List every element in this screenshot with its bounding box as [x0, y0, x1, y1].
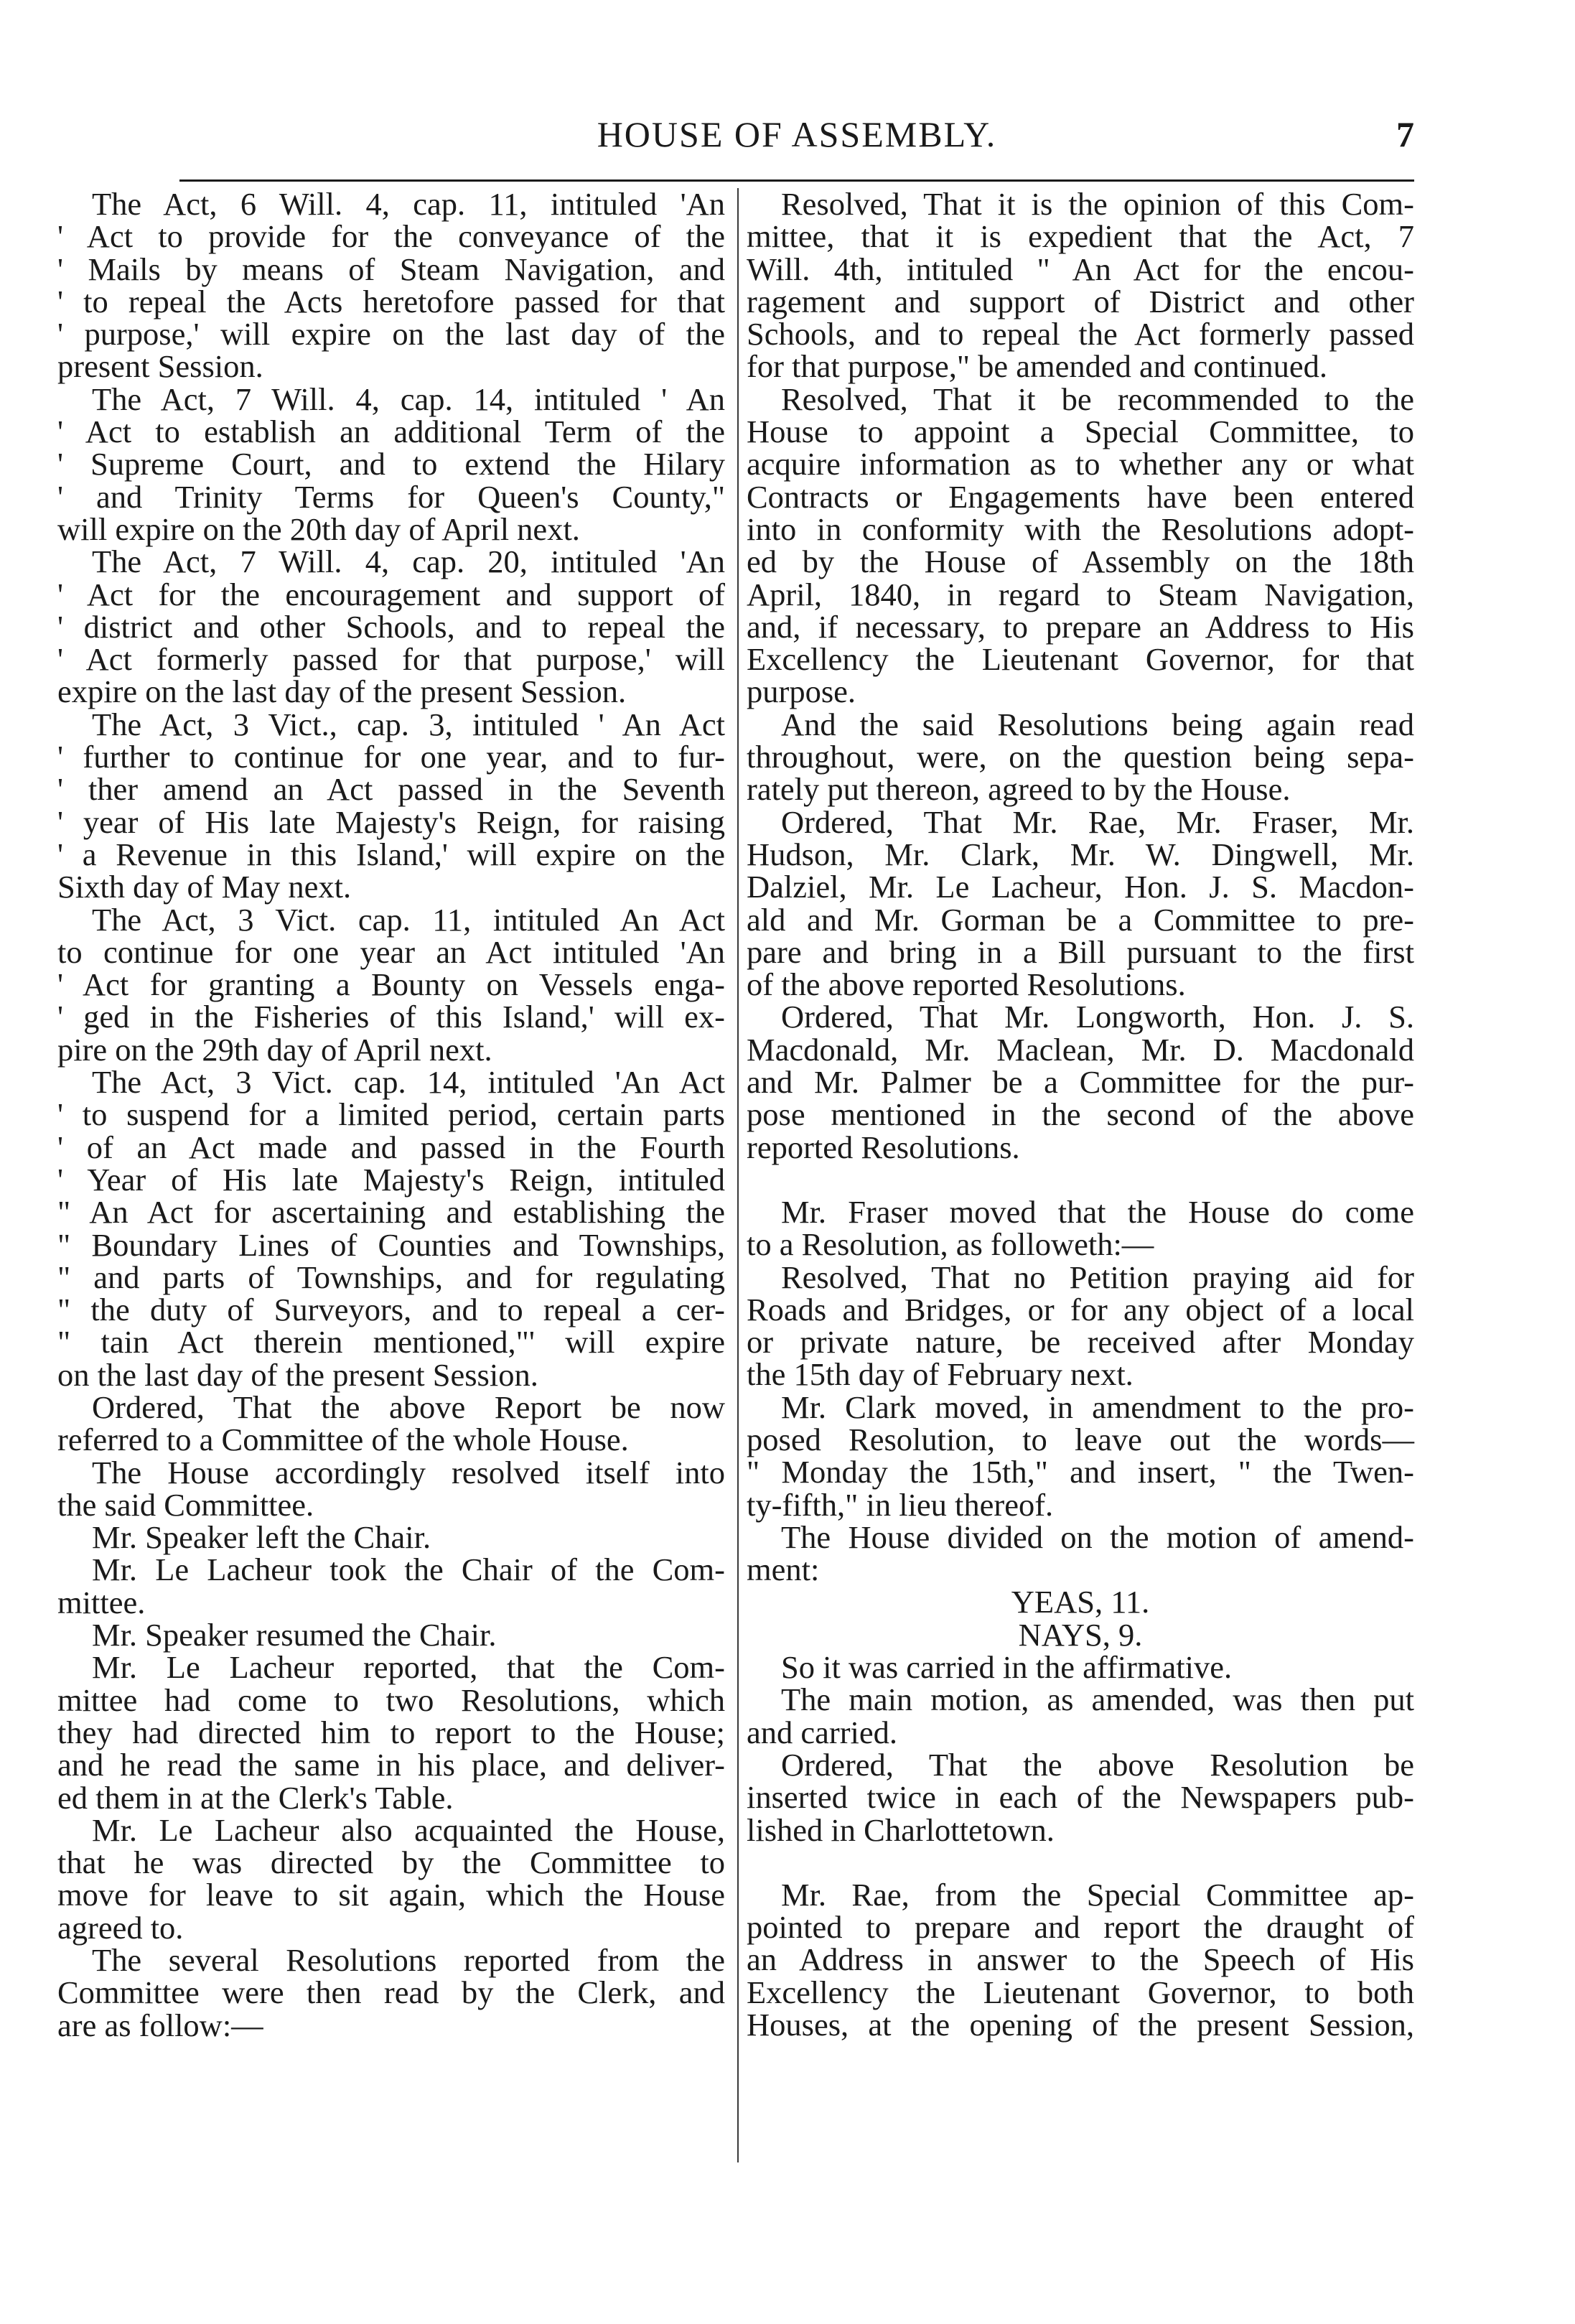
text-line: mittee, that it is expedient that the Act, 7	[747, 218, 1414, 255]
text-line: posed Resolution, to leave out the words—	[747, 1421, 1414, 1457]
text-line: to a Resolution, as followeth:—	[747, 1226, 1154, 1263]
right-column	[747, 188, 1414, 2041]
paragraph	[57, 1391, 725, 1457]
text-line: Committee were then read by the Clerk, and	[57, 1974, 725, 2011]
text-line: ment:	[747, 1551, 820, 1588]
text-line: ty-fifth," in lieu thereof.	[747, 1486, 1054, 1523]
paragraph	[57, 1454, 725, 1523]
text-line: of the above reported Resolutions.	[747, 966, 1186, 1003]
text-line: into in conformity with the Resolutions adopt-	[747, 510, 1414, 547]
text-line: April, 1840, in regard to Steam Navigation,	[747, 576, 1414, 612]
text-line: present Session.	[57, 348, 263, 385]
text-line: purpose.	[747, 673, 856, 710]
paragraph	[57, 1811, 725, 1946]
text-line: The Act, 3 Vict. cap. 11, intituled An Act	[92, 901, 725, 938]
paragraph	[57, 1551, 725, 1620]
text-line: Resolved, That no Petition praying aid for	[781, 1259, 1414, 1295]
text-line: are as follow:—	[57, 2007, 263, 2043]
paragraph	[57, 1619, 725, 1651]
text-line: or private nature, be received after Monday	[747, 1324, 1414, 1361]
text-line: Ordered, That the above Resolution be	[781, 1746, 1414, 1783]
text-line: House to appoint a Special Committee, to	[747, 414, 1414, 450]
text-line: ' year of His late Majesty's Reign, for raising	[57, 803, 725, 840]
text-line: " the duty of Surveyors, and to repeal a cer-	[57, 1292, 725, 1328]
text-line: pose mentioned in the second of the above	[747, 1096, 1414, 1133]
paragraph	[747, 706, 1414, 808]
text-line: pointed to prepare and report the draught of	[747, 1909, 1414, 1946]
paragraph	[57, 1066, 725, 1391]
left-column	[57, 188, 725, 2042]
paragraph	[57, 706, 725, 905]
text-line: an Address in answer to the Speech of His	[747, 1941, 1414, 1978]
text-line: Will. 4th, intituled " An Act for the encou-	[747, 251, 1414, 287]
paragraph	[57, 1651, 725, 1814]
paragraph	[747, 1001, 1414, 1163]
text-line: Mr. Le Lacheur also acquainted the House,	[92, 1811, 725, 1848]
paragraph	[747, 1616, 1414, 1653]
text-line: for that purpose," be amended and continued.	[747, 348, 1328, 385]
text-line: ald and Mr. Gorman be a Committee to pre-	[747, 901, 1414, 938]
paragraph	[57, 543, 725, 710]
text-line: NAYS, 9.	[1018, 1616, 1143, 1653]
text-line: ' of an Act made and passed in the Fourth	[57, 1129, 725, 1165]
text-line: " An Act for ascertaining and establishing the	[57, 1194, 725, 1231]
text-line: Schools, and to repeal the Act formerly passed	[747, 316, 1414, 353]
text-line: to continue for one year an Act intituled 'An	[57, 933, 725, 970]
text-line: ed them in at the Clerk's Table.	[57, 1779, 454, 1816]
text-line: agreed to.	[57, 1909, 184, 1946]
text-line: Ordered, That the above Report be now	[92, 1389, 725, 1425]
text-line: ' Act for granting a Bounty on Vessels enga-	[57, 966, 725, 1003]
paragraph	[57, 188, 725, 383]
text-line: Excellency the Lieutenant Governor, to both	[747, 1974, 1414, 2010]
paragraph	[747, 383, 1414, 709]
text-line: Dalziel, Mr. Le Lacheur, Hon. J. S. Macdon-	[747, 869, 1414, 905]
text-line: Contracts or Engagements have been entered	[747, 478, 1414, 515]
text-line: Roads and Bridges, or for any object of a local	[747, 1291, 1414, 1327]
text-line: Mr. Clark moved, in amendment to the pro-	[781, 1389, 1414, 1425]
paragraph-gap	[747, 1164, 1414, 1196]
text-line: Sixth day of May next.	[57, 869, 352, 905]
text-line: Mr. Le Lacheur took the Chair of the Com-	[92, 1551, 725, 1588]
text-line: " Monday the 15th," and insert, " the Twen-	[747, 1454, 1414, 1490]
text-line: Excellency the Lieutenant Governor, for that	[747, 641, 1414, 678]
text-line: The Act, 6 Will. 4, cap. 11, intituled 'An	[92, 186, 725, 222]
paragraph	[747, 803, 1414, 1003]
paragraph	[747, 1518, 1414, 1588]
text-line: Mr. Speaker left the Chair.	[92, 1519, 431, 1556]
column-divider	[737, 188, 739, 2162]
text-line: The House divided on the motion of amend-	[781, 1518, 1414, 1555]
paragraph-gap	[747, 1847, 1414, 1879]
paragraph	[747, 1651, 1414, 1684]
text-line: ' Act formerly passed for that purpose,' will	[57, 641, 725, 678]
text-line: ' Mails by means of Steam Navigation, and	[57, 251, 725, 287]
text-line: pare and bring in a Bill pursuant to the first	[747, 933, 1414, 970]
text-line: ' Year of His late Majesty's Reign, intituled	[57, 1161, 725, 1198]
text-line: expire on the last day of the present Session.	[57, 673, 627, 710]
paragraph	[747, 1746, 1414, 1848]
text-line: Resolved, That it be recommended to the	[781, 381, 1414, 417]
text-line: ' Act for the encouragement and support of	[57, 576, 725, 612]
text-line: The main motion, as amended, was then put	[781, 1681, 1414, 1718]
text-line: rately put thereon, agreed to by the House.	[747, 771, 1291, 808]
text-line: throughout, were, on the question being sepa-	[747, 739, 1414, 775]
text-line: Mr. Rae, from the Special Committee ap-	[781, 1876, 1414, 1913]
text-line: ' district and other Schools, and to repeal the	[57, 608, 725, 645]
text-line: So it was carried in the affirmative.	[781, 1649, 1233, 1686]
paragraph	[747, 1193, 1414, 1263]
text-line: the said Committee.	[57, 1486, 314, 1523]
text-line: The several Resolutions reported from the	[92, 1942, 725, 1979]
paragraph	[747, 1681, 1414, 1750]
page-number: 7	[1396, 114, 1414, 154]
text-line: and he read the same in his place, and deliver-	[57, 1747, 725, 1783]
paragraph	[747, 1391, 1414, 1521]
header-rule	[179, 179, 1414, 182]
paragraph	[747, 1876, 1414, 2043]
paragraph	[747, 1261, 1414, 1391]
text-line: and carried.	[747, 1714, 898, 1750]
text-line: ' Act to provide for the conveyance of the	[57, 218, 725, 255]
text-line: pire on the 29th day of April next.	[57, 1031, 492, 1068]
text-line: " Boundary Lines of Counties and Townships,	[57, 1226, 725, 1263]
text-line: inserted twice in each of the Newspapers pub-	[747, 1779, 1414, 1816]
paragraph	[57, 1521, 725, 1554]
text-line: the 15th day of February next.	[747, 1356, 1134, 1393]
text-line: Mr. Le Lacheur reported, that the Com-	[92, 1649, 725, 1686]
text-line: on the last day of the present Session.	[57, 1356, 538, 1393]
paragraph	[57, 1944, 725, 2042]
text-line: they had directed him to report to the House;	[57, 1714, 725, 1750]
text-line: " and parts of Townships, and for regulating	[57, 1259, 725, 1295]
text-line: The Act, 7 Will. 4, cap. 20, intituled 'An	[92, 543, 725, 580]
text-line: The Act, 3 Vict. cap. 14, intituled 'An Act	[92, 1064, 725, 1101]
text-line: Ordered, That Mr. Longworth, Hon. J. S.	[781, 999, 1414, 1035]
text-line: reported Resolutions.	[747, 1129, 1020, 1165]
text-line: ed by the House of Assembly on the 18th	[747, 543, 1414, 580]
paragraph	[57, 901, 725, 1068]
text-line: mittee had come to two Resolutions, which	[57, 1681, 725, 1718]
text-line: The Act, 3 Vict., cap. 3, intituled ' An Act	[92, 706, 725, 742]
text-line: Mr. Fraser moved that the House do come	[781, 1193, 1414, 1230]
text-line: ' Act to establish an additional Term of the	[57, 414, 725, 450]
text-line: Mr. Speaker resumed the Chair.	[92, 1617, 497, 1653]
text-line: will expire on the 20th day of April next.	[57, 510, 580, 547]
text-line: ' a Revenue in this Island,' will expire on the	[57, 836, 725, 872]
text-line: mittee.	[57, 1584, 146, 1620]
text-line: referred to a Committee of the whole House.	[57, 1422, 629, 1458]
text-line: Houses, at the opening of the present Session,	[747, 2007, 1414, 2043]
text-line: Hudson, Mr. Clark, Mr. W. Dingwell, Mr.	[747, 836, 1414, 872]
text-line: And the said Resolutions being again read	[781, 706, 1414, 742]
text-line: ' further to continue for one year, and to fur-	[57, 739, 725, 775]
text-line: ' ged in the Fisheries of this Island,' will ex-	[57, 999, 725, 1035]
text-line: acquire information as to whether any or what	[747, 446, 1414, 482]
text-line: Resolved, That it is the opinion of this Com-	[781, 186, 1414, 222]
text-line: ' Supreme Court, and to extend the Hilary	[57, 446, 725, 482]
text-line: ' to suspend for a limited period, certain parts	[57, 1096, 725, 1133]
paragraph	[57, 383, 725, 546]
text-line: The Act, 7 Will. 4, cap. 14, intituled ' An	[92, 381, 725, 417]
text-line: that he was directed by the Committee to	[57, 1844, 725, 1881]
text-line: lished in Charlottetown.	[747, 1811, 1055, 1848]
text-line: and Mr. Palmer be a Committee for the pur-	[747, 1064, 1414, 1101]
text-line: ' to repeal the Acts heretofore passed for that	[57, 283, 725, 319]
page-header	[179, 113, 1414, 171]
running-title: HOUSE OF ASSEMBLY.	[597, 114, 997, 154]
text-line: move for leave to sit again, which the House	[57, 1877, 725, 1913]
text-line: YEAS, 11.	[1011, 1584, 1150, 1620]
text-line: ' ther amend an Act passed in the Seventh	[57, 771, 725, 808]
paragraph	[747, 188, 1414, 383]
text-line: Ordered, That Mr. Rae, Mr. Fraser, Mr.	[781, 803, 1414, 840]
text-line: " tain Act therein mentioned,"' will expire	[57, 1324, 725, 1361]
text-line: The House accordingly resolved itself into	[92, 1454, 725, 1490]
paragraph	[747, 1586, 1414, 1618]
text-line: Macdonald, Mr. Maclean, Mr. D. Macdonald	[747, 1031, 1414, 1068]
text-line: ragement and support of District and other	[747, 283, 1414, 319]
text-line: and, if necessary, to prepare an Address to His	[747, 608, 1414, 645]
text-line: ' purpose,' will expire on the last day of the	[57, 316, 725, 353]
text-line: ' and Trinity Terms for Queen's County,"	[57, 478, 725, 515]
